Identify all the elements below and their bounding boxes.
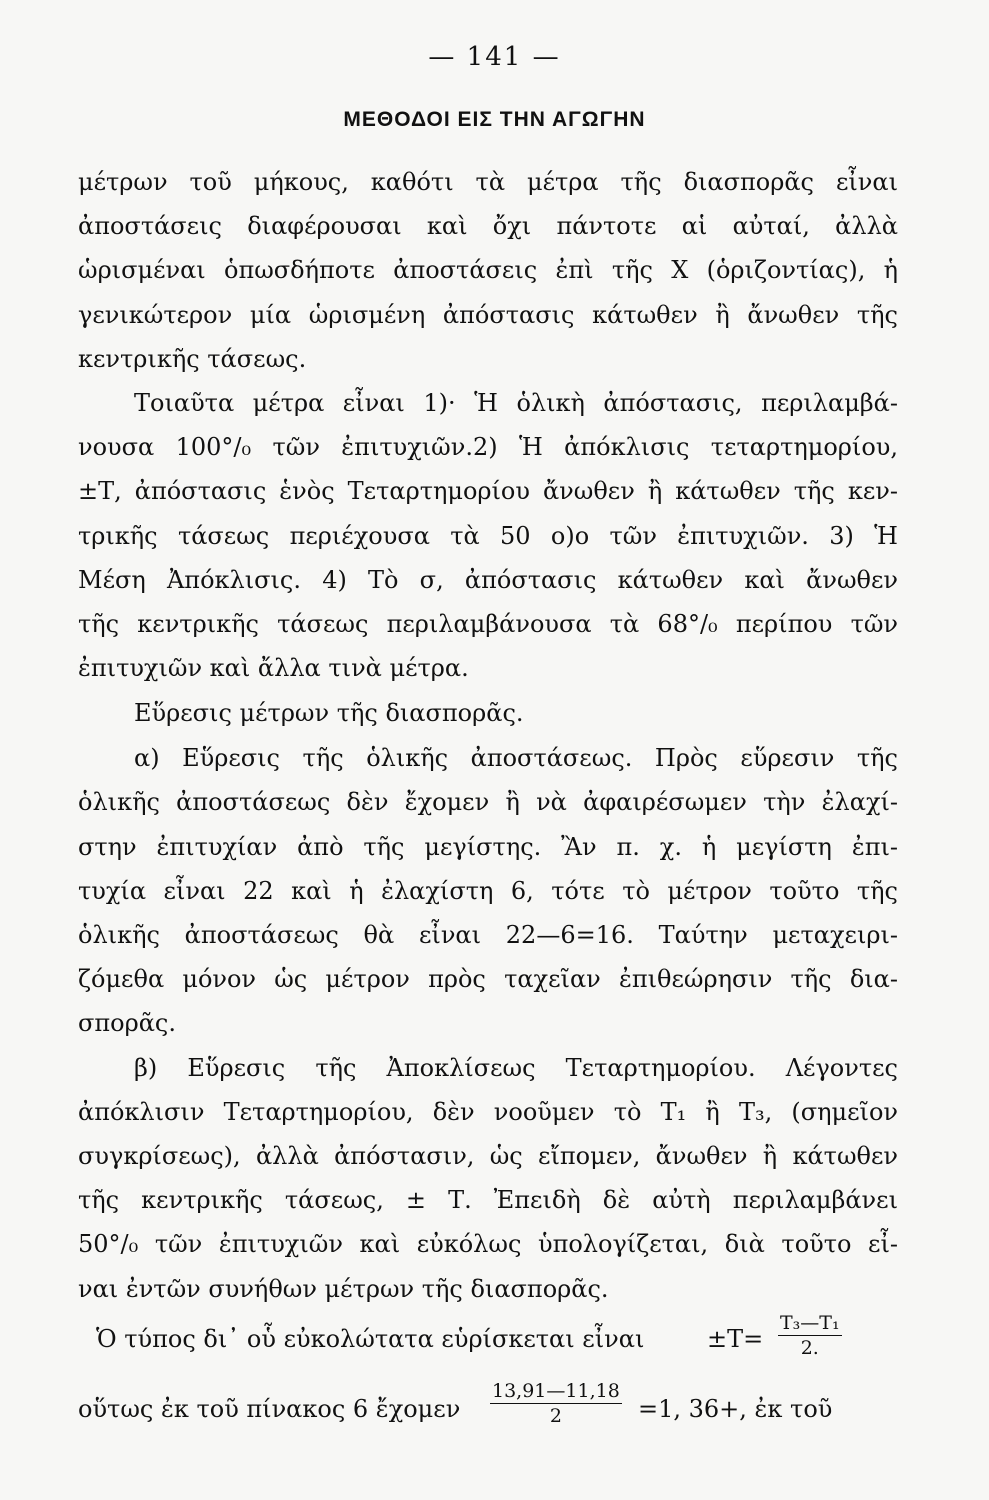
computation-fraction [490, 1379, 622, 1428]
section-heading: Εὕρεσις μέτρων τῆς διασπορᾶς. [134, 699, 524, 728]
formula-text: Ὁ τύπος δι᾽ οὗ εὐκολώτατα εὑρίσκεται εἶναι [96, 1324, 645, 1353]
text-line: τρικῆς τάσεως περιέχουσα τὰ 50 ο)ο τῶν ἐπιτυχιῶν. 3) Ἡ [78, 521, 898, 550]
text-line: ἐπιτυχιῶν καὶ ἄλλα τινὰ μέτρα. [78, 654, 469, 683]
text-line: τυχία εἶναι 22 καὶ ἡ ἐλαχίστη 6, τότε τὸ μέτρον τοῦτο τῆς [78, 876, 898, 905]
text-line: ὁλικῆς ἀποστάσεως θὰ εἶναι 22—6=16. Ταύτην μεταχειρι- [78, 921, 898, 949]
computation-result: =1, 36+, ἐκ τοῦ [638, 1394, 833, 1423]
text-line: τῆς κεντρικῆς τάσεως, ± Τ. Ἐπειδὴ δὲ αὐτὴ περιλαμβάνει [78, 1186, 898, 1215]
fraction-denominator: 2 [549, 1404, 562, 1427]
text-line: κεντρικῆς τάσεως. [78, 344, 307, 373]
computation-line [78, 1379, 898, 1443]
text-line: ὁλικῆς ἀποστάσεως δὲν ἔχομεν ἢ νὰ ἀφαιρέσωμεν τὴν ἐλαχί- [78, 788, 898, 817]
text-line: ἀπόκλισιν Τεταρτημορίου, δὲν νοοῦμεν τὸ Τ₁ ἢ Τ₃, (σημεῖον [78, 1097, 898, 1126]
running-title: ΜΕΘΟΔΟΙ ΕΙΣ ΤΗΝ ΑΓΩΓΗΝ [343, 108, 646, 131]
fraction-numerator: 13,91—11,18 [492, 1379, 620, 1402]
formula-line [78, 1311, 898, 1379]
formula-fraction [778, 1311, 842, 1360]
text-line: σπορᾶς. [78, 1009, 176, 1038]
page-body [78, 160, 898, 1443]
computation-text: οὕτως ἐκ τοῦ πίνακος 6 ἔχομεν [78, 1394, 461, 1423]
page-number: — 141 — [428, 42, 561, 72]
text-line: νουσα 100°/₀ τῶν ἐπιτυχιῶν.2) Ἡ ἀπόκλισις τεταρτημορίου, [78, 433, 898, 462]
text-line: ὡρισμέναι ὁπωσδήποτε ἀποστάσεις ἐπὶ τῆς Χ (ὁριζοντίας), ἡ [78, 256, 898, 285]
text-line: β) Εὕρεσις τῆς Ἀποκλίσεως Τεταρτημορίου. Λέγοντες [134, 1053, 898, 1082]
text-line: Τοιαῦτα μέτρα εἶναι 1)· Ἡ ὁλικὴ ἀπόστασις, περιλαμβά- [134, 388, 898, 417]
fraction-numerator: Τ₃—Τ₁ [780, 1311, 840, 1334]
text-line: γενικώτερον μία ὡρισμένη ἀπόστασις κάτωθεν ἢ ἄνωθεν τῆς [78, 300, 898, 329]
text-line: τῆς κεντρικῆς τάσεως περιλαμβάνουσα τὰ 68°/₀ περίπου τῶν [78, 609, 898, 638]
text-line: στην ἐπιτυχίαν ἀπὸ τῆς μεγίστης. Ἂν π. χ. ἡ μεγίστη ἐπι- [78, 832, 898, 861]
fraction-denominator: 2. [800, 1336, 819, 1359]
text-line: ναι ἐντῶν συνήθων μέτρων τῆς διασπορᾶς. [78, 1274, 609, 1303]
text-line: α) Εὕρεσις τῆς ὁλικῆς ἀποστάσεως. Πρὸς εὕρεσιν τῆς [134, 744, 898, 773]
text-line: ±Τ, ἀπόστασις ἑνὸς Τεταρτημορίου ἄνωθεν ἢ κάτωθεν τῆς κεν- [78, 477, 898, 506]
text-line: Μέση Ἀπόκλισις. 4) Τὸ σ, ἀπόστασις κάτωθεν καὶ ἄνωθεν [78, 565, 898, 594]
formula-lhs: ±Τ= [707, 1324, 764, 1353]
text-line: 50°/₀ τῶν ἐπιτυχιῶν καὶ εὐκόλως ὑπολογίζεται, διὰ τοῦτο εἶ- [78, 1230, 898, 1259]
text-line: ζόμεθα μόνον ὡς μέτρον πρὸς ταχεῖαν ἐπιθεώρησιν τῆς δια- [78, 965, 898, 994]
text-line: μέτρων τοῦ μήκους, καθότι τὰ μέτρα τῆς διασπορᾶς εἶναι [78, 168, 898, 196]
text-line: συγκρίσεως), ἀλλὰ ἀπόστασιν, ὡς εἴπομεν, ἄνωθεν ἢ κάτωθεν [78, 1141, 898, 1170]
text-line: ἀποστάσεις διαφέρουσαι καὶ ὄχι πάντοτε αἱ αὐταί, ἀλλὰ [78, 212, 898, 241]
